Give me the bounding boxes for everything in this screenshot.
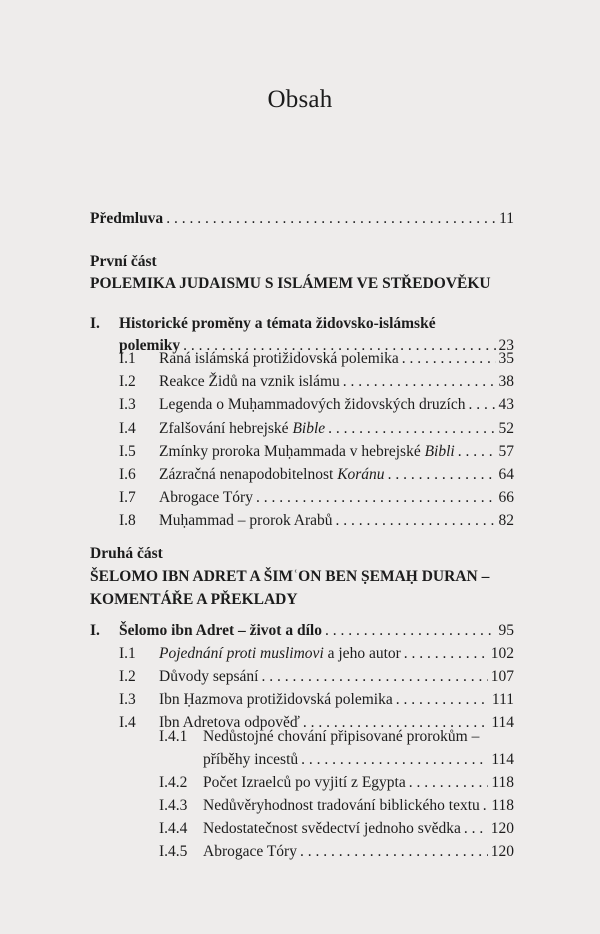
entry-page: 120 <box>490 843 514 860</box>
chapter-title: Historické proměny a témata židovsko-islámské <box>119 315 436 332</box>
entry-page: 66 <box>498 489 514 506</box>
entry-text-a: Zázračná nenapodobitelnost <box>159 466 338 483</box>
entry-num: I.4.5 <box>159 843 188 860</box>
entry-text: Ibn Ḥazmova protižidovská polemika <box>159 691 393 708</box>
entry-page: 95 <box>498 622 514 639</box>
entry-num: I.4.2 <box>159 774 188 791</box>
toc-subentry[interactable] <box>159 772 514 794</box>
entry-page: 107 <box>490 668 514 685</box>
entry-page: 11 <box>499 210 514 227</box>
entry-page: 35 <box>498 350 514 367</box>
toc-entry[interactable] <box>119 510 514 532</box>
entry-text <box>159 643 401 665</box>
entry-page: 57 <box>498 443 514 460</box>
entry-text: Abrogace Tóry <box>159 489 253 506</box>
entry-num: I.1 <box>119 350 136 367</box>
entry-num: I.4.4 <box>159 820 188 837</box>
entry-num: I.2 <box>119 668 136 685</box>
entry-text: Ibn Adretova odpověď <box>159 714 300 731</box>
entry-page: 64 <box>498 466 514 483</box>
entry-page: 118 <box>491 774 514 791</box>
page-title: Obsah <box>267 86 333 113</box>
entry-text: Důvody sepsání <box>159 668 259 685</box>
entry-page: 120 <box>490 820 514 837</box>
toc-entry[interactable] <box>119 689 514 711</box>
entry-page: 43 <box>498 396 514 413</box>
entry-text: Abrogace Tóry <box>203 843 297 860</box>
entry-text: Nedostatečnost svědectví jednoho svědka <box>203 820 461 837</box>
entry-page: 114 <box>491 714 514 731</box>
entry-num: I.7 <box>119 489 136 506</box>
entry-text <box>159 441 455 463</box>
part-heading: ŠELOMO IBN ADRET A ŠIMʿON BEN ṢEMAḤ DURAN – <box>90 568 490 585</box>
entry-page: 52 <box>498 420 514 437</box>
toc-entry[interactable] <box>119 487 514 509</box>
entry-num: I.4.3 <box>159 797 188 814</box>
entry-page: 118 <box>491 797 514 814</box>
entry-text: Předmluva <box>90 210 164 227</box>
toc-subentry[interactable] <box>159 726 514 748</box>
entry-text: Nedůvěryhodnost tradování biblického textu <box>203 797 480 814</box>
toc-subentry[interactable] <box>159 818 514 840</box>
entry-text: Legenda o Muḥammadových židovských druzích <box>159 396 466 413</box>
entry-num: I.5 <box>119 443 136 460</box>
entry-num: I.3 <box>119 396 136 413</box>
toc-subentry[interactable] <box>159 795 514 817</box>
part-label: Druhá část <box>90 545 163 562</box>
toc-subentry[interactable] <box>159 841 514 863</box>
toc-chapter[interactable] <box>90 620 514 642</box>
part-heading: POLEMIKA JUDAISMU S ISLÁMEM VE STŘEDOVĚKU <box>90 275 491 292</box>
entry-text-a: Zfalšování hebrejské <box>159 420 293 437</box>
entry-text-italic: Bibli <box>424 443 455 460</box>
chapter-title-cont: polemiky <box>119 337 181 354</box>
toc-entry-predmluva[interactable] <box>90 208 514 230</box>
toc-entry[interactable] <box>119 371 514 393</box>
part-label: První část <box>90 253 157 270</box>
entry-num: I.1 <box>119 645 136 662</box>
entry-num: I.6 <box>119 466 136 483</box>
chapter-num: I. <box>90 622 100 639</box>
entry-num: I.4 <box>119 420 136 437</box>
entry-text-italic: Bible <box>292 420 326 437</box>
entry-page: 38 <box>498 373 514 390</box>
entry-page: 111 <box>491 691 514 708</box>
toc-chapter[interactable] <box>90 313 514 335</box>
toc-subentry-cont[interactable] <box>203 749 514 771</box>
entry-text: Nedůstojné chování připisované prorokům – <box>203 728 480 745</box>
entry-text-italic: Koránu <box>337 466 385 483</box>
entry-text: Počet Izraelců po vyjití z Egypta <box>203 774 406 791</box>
entry-page: 114 <box>491 751 514 768</box>
toc-entry[interactable] <box>119 666 514 688</box>
entry-text: Muḥammad – prorok Arabů <box>159 512 333 529</box>
entry-num: I.8 <box>119 512 136 529</box>
part-heading-cont: KOMENTÁŘE A PŘEKLADY <box>90 591 298 608</box>
entry-text: Raná islámská protižidovská polemika <box>159 350 399 367</box>
toc-entry[interactable] <box>119 418 514 440</box>
entry-text-b: a jeho autor <box>323 645 401 662</box>
entry-text-a: Zmínky proroka Muḥammada v hebrejské <box>159 443 425 460</box>
toc-entry[interactable] <box>119 441 514 463</box>
entry-page: 82 <box>498 512 514 529</box>
chapter-num: I. <box>90 315 100 332</box>
entry-text <box>159 418 325 440</box>
toc-entry[interactable] <box>119 643 514 665</box>
toc-entry[interactable] <box>119 394 514 416</box>
entry-num: I.3 <box>119 691 136 708</box>
entry-text-cont: příběhy incestů <box>203 751 299 768</box>
entry-text: Reakce Židů na vznik islámu <box>159 373 340 390</box>
entry-page: 23 <box>498 337 514 354</box>
chapter-title: Šelomo ibn Adret – život a dílo <box>119 622 322 639</box>
entry-page: 102 <box>490 645 514 662</box>
toc-entry[interactable] <box>119 348 514 370</box>
entry-text <box>159 464 385 486</box>
entry-num: I.4.1 <box>159 728 188 745</box>
entry-text-italic: Pojednání proti muslimovi <box>159 645 324 662</box>
entry-num: I.4 <box>119 714 136 731</box>
entry-num: I.2 <box>119 373 136 390</box>
toc-entry[interactable] <box>119 464 514 486</box>
